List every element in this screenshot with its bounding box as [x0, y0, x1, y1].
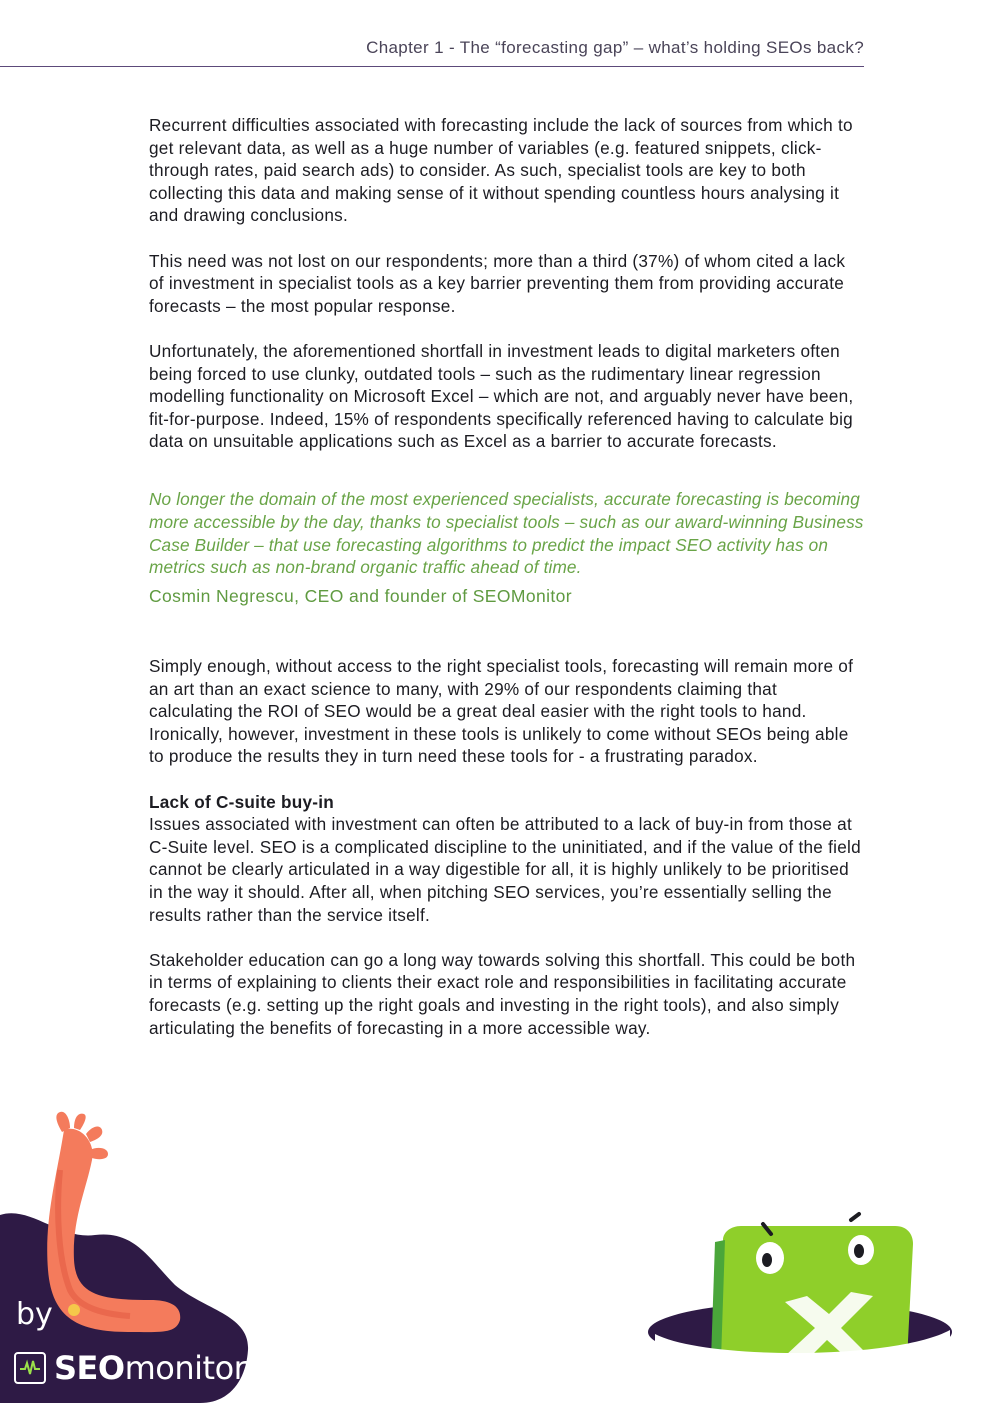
paragraph-sources: Recurrent difficulties associated with forecasting include the lack of sources from which to get relevant data, as well as a huge number of variables (e.g. featured snippets, click-through rates, paid search ads) to consider. As such, specialist tools are key to both collecting this data and making sense of it without spending countless hours analysing it and drawing conclusions. [149, 115, 853, 226]
brand-by-label: by [16, 1297, 53, 1332]
article-body [149, 114, 865, 1039]
paragraph-art-science: Simply enough, without access to the right specialist tools, forecasting will remain more of an art than an exact science to many, with 29% of our respondents claiming that calculating the ROI of SEO would be a great deal easier with the right tools to hand. Ironically, however, investment in these tools is unlikely to come without SEOs being able to produce the results they in turn need these tools for - a frustrating paradox. [149, 656, 854, 767]
quote-attribution: Cosmin Negrescu, CEO and founder of SEOMonitor [149, 586, 573, 607]
finger-2 [74, 1114, 86, 1130]
right-eyebrow [851, 1214, 859, 1220]
brand-wordmark-seo: SEO [54, 1349, 125, 1387]
brand-logo [14, 1349, 246, 1387]
section-subheading: Lack of C-suite buy-in [149, 791, 335, 812]
excel-block-illustration [645, 1210, 965, 1370]
pull-quote: No longer the domain of the most experienced specialists, accurate forecasting is becoming more accessible by the day, thanks to specialist tools – such as our award-winning Business Case Builder – that use forecasting algorithms to predict the impact SEO activity has on metrics such as non-brand organic traffic ahead of time. [149, 488, 864, 578]
paragraph-respondents: This need was not lost on our respondents; more than a third (37%) of whom cited a lack of investment in specialist tools as a key barrier preventing them from providing accurate forecasts – the most popular response. [149, 250, 846, 316]
seomonitor-brand [14, 1297, 254, 1397]
paragraph-stakeholder: Stakeholder education can go a long way towards solving this shortfall. This could be both in terms of explaining to clients their exact role and responsibilities in facilitating accurate forecasts (e.g. setting up the right goals and investing in the right tools), and also simply articulating the benefits of forecasting in a more accessible way. [149, 949, 856, 1038]
left-pupil [762, 1253, 772, 1267]
finger-3 [86, 1127, 102, 1142]
brand-wordmark-monitor: monitor [124, 1349, 247, 1387]
header-divider [0, 66, 864, 67]
finger-4 [90, 1148, 108, 1159]
paragraph-csuite: Issues associated with investment can often be attributed to a lack of buy-in from those at C-Suite level. SEO is a complicated discipline to the uninitiated, and if the value of the field cannot be clearly articulated in a way digestible for all, it is highly unlikely to be prioritised in the way it should. After all, when pitching SEO services, you’re essentially selling the results rather than the service itself. [149, 814, 861, 925]
paragraph-excel: Unfortunately, the aforementioned shortfall in investment leads to digital marketers often being forced to use clunky, outdated tools – such as the rudimentary linear regression modelling functionality on Microsoft Excel – which are not, and arguably never have been, fit-for-purpose. Indeed, 15% of respondents specifically referenced having to calculate big data on unsuitable applications such as Excel as a barrier to accurate forecasts. [149, 340, 854, 452]
finger-1 [56, 1112, 70, 1132]
chapter-header: Chapter 1 - The “forecasting gap” – what’s holding SEOs back? [366, 38, 864, 57]
right-pupil [854, 1244, 864, 1258]
brand-wordmark [54, 1349, 246, 1387]
pulse-icon [14, 1352, 46, 1384]
